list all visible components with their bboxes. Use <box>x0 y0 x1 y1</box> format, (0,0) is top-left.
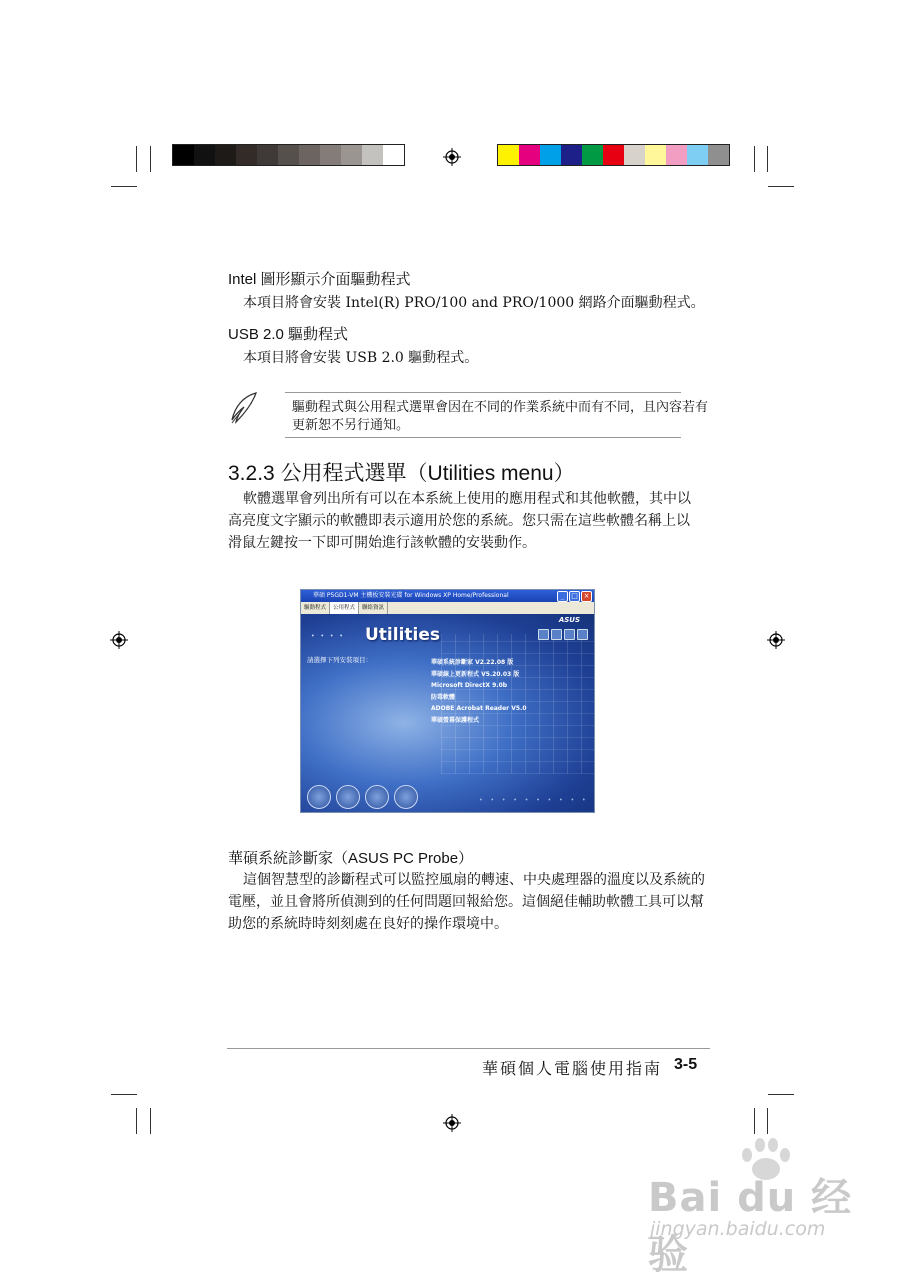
asus-logo: ASUS <box>558 616 580 624</box>
registration-mark-icon <box>443 148 461 166</box>
footer-title: 華碩個人電腦使用指南 <box>482 1061 663 1078</box>
minimize-button[interactable]: _ <box>557 591 568 602</box>
exit-icon[interactable] <box>577 629 588 640</box>
document-icon[interactable] <box>394 785 418 809</box>
menu-item-screensaver[interactable]: 華碩螢幕保護程式 <box>431 716 480 724</box>
menu-item-antivirus[interactable]: 防毒軟體 <box>431 693 456 701</box>
pc-probe-paragraph-line-3: 助您的系統時時刻刻處在良好的操作環境中。 <box>228 916 508 932</box>
color-swatch <box>708 145 729 165</box>
utilities-paragraph-line-3: 滑鼠左鍵按一下即可開始進行該軟體的安裝動作。 <box>228 535 536 551</box>
color-swatch <box>624 145 645 165</box>
pc-probe-paragraph-line-1: 這個智慧型的診斷程式可以監控風扇的轉速、中央處理器的溫度以及系統的 <box>243 872 705 888</box>
tab-drivers[interactable]: 驅動程式 <box>301 602 330 614</box>
installer-tab-bar <box>301 602 594 614</box>
note-box <box>285 392 709 438</box>
color-swatch <box>666 145 687 165</box>
tab-contact[interactable]: 聯絡資訊 <box>359 602 388 614</box>
baidu-jingyan-watermark <box>640 1138 890 1278</box>
grayscale-calibration-bar <box>172 144 405 166</box>
note-line-2: 更新恕不另行通知。 <box>292 417 410 432</box>
color-swatch <box>257 145 278 165</box>
decorative-dots: • • • • • • • • • • <box>479 797 589 804</box>
menu-item-live-update[interactable]: 華碩線上更新程式 V5.20.03 版 <box>431 670 520 678</box>
menu-item-directx[interactable]: Microsoft DirectX 9.0b <box>431 682 508 689</box>
color-swatch <box>645 145 666 165</box>
cd-icon[interactable] <box>307 785 331 809</box>
tab-utilities[interactable]: 公用程式 <box>330 602 359 614</box>
intel-driver-description: 本項目將會安裝 Intel(R) PRO/100 and PRO/1000 網路介面驅動程式。 <box>243 295 705 311</box>
decorative-dots: • • • • <box>311 633 345 640</box>
color-swatch <box>561 145 582 165</box>
pc-probe-heading: 華碩系統診斷家（ASUS PC Probe） <box>228 850 474 867</box>
color-swatch <box>320 145 341 165</box>
color-swatch <box>173 145 194 165</box>
color-swatch <box>194 145 215 165</box>
utilities-menu-screenshot <box>300 589 595 813</box>
setup-icon[interactable] <box>564 629 575 640</box>
menu-item-acrobat-reader[interactable]: ADOBE Acrobat Reader V5.0 <box>431 705 527 712</box>
tools-icon[interactable] <box>336 785 360 809</box>
pc-probe-paragraph-line-2: 電壓，並且會將所偵測到的任何問題回報給您。這個絕佳輔助軟體工具可以幫 <box>228 894 704 910</box>
color-swatch <box>299 145 320 165</box>
bottom-nav-icons <box>307 785 418 809</box>
color-swatch <box>603 145 624 165</box>
color-swatch <box>582 145 603 165</box>
close-button[interactable]: × <box>581 591 592 602</box>
color-swatch <box>498 145 519 165</box>
registration-mark-icon <box>443 1114 461 1132</box>
browse-icon[interactable] <box>538 629 549 640</box>
install-prompt: 請選擇下列安裝項目： <box>307 656 372 664</box>
utilities-paragraph-line-1: 軟體選單會列出所有可以在本系統上使用的應用程式和其他軟體，其中以 <box>243 491 691 507</box>
color-swatch <box>383 145 404 165</box>
color-swatch <box>519 145 540 165</box>
feather-pen-icon <box>226 390 262 426</box>
utilities-banner: Utilities <box>365 625 441 645</box>
watermark-url: jingyan.baidu.com <box>650 1218 826 1240</box>
usb-driver-description: 本項目將會安裝 USB 2.0 驅動程式。 <box>243 350 479 366</box>
registration-mark-icon <box>110 631 128 649</box>
color-swatch <box>540 145 561 165</box>
utilities-menu-list <box>431 657 527 726</box>
maximize-button[interactable]: □ <box>569 591 580 602</box>
globe-icon[interactable] <box>365 785 389 809</box>
utilities-section-title: 3.2.3 公用程式選單（Utilities menu） <box>228 462 575 485</box>
window-title: 華碩 P5GD1-VM 主機板安裝光碟 for Windows XP Home/Professional <box>313 592 509 599</box>
footer-rule <box>227 1048 710 1049</box>
window-titlebar <box>301 590 594 602</box>
intel-driver-heading: Intel 圖形顯示介面驅動程式 <box>228 271 411 288</box>
watermark-logo-text: Bai du 经验 <box>648 1175 853 1278</box>
color-swatch <box>687 145 708 165</box>
info-icon[interactable] <box>551 629 562 640</box>
color-swatch <box>215 145 236 165</box>
registration-mark-icon <box>767 631 785 649</box>
color-swatch <box>362 145 383 165</box>
installer-main-panel <box>301 614 594 812</box>
usb-driver-heading: USB 2.0 驅動程式 <box>228 326 349 343</box>
note-line-1: 驅動程式與公用程式選單會因在不同的作業系統中而有不同，且內容若有 <box>292 399 709 414</box>
page-number: 3-5 <box>674 1056 698 1073</box>
utilities-paragraph-line-2: 高亮度文字顯示的軟體即表示適用於您的系統。您只需在這些軟體名稱上以 <box>228 513 690 529</box>
color-calibration-bar <box>497 144 730 166</box>
color-swatch <box>341 145 362 165</box>
menu-item-pc-probe[interactable]: 華碩系統診斷家 V2.22.08 版 <box>431 659 514 666</box>
toolbar-icons <box>538 629 588 640</box>
color-swatch <box>236 145 257 165</box>
color-swatch <box>278 145 299 165</box>
